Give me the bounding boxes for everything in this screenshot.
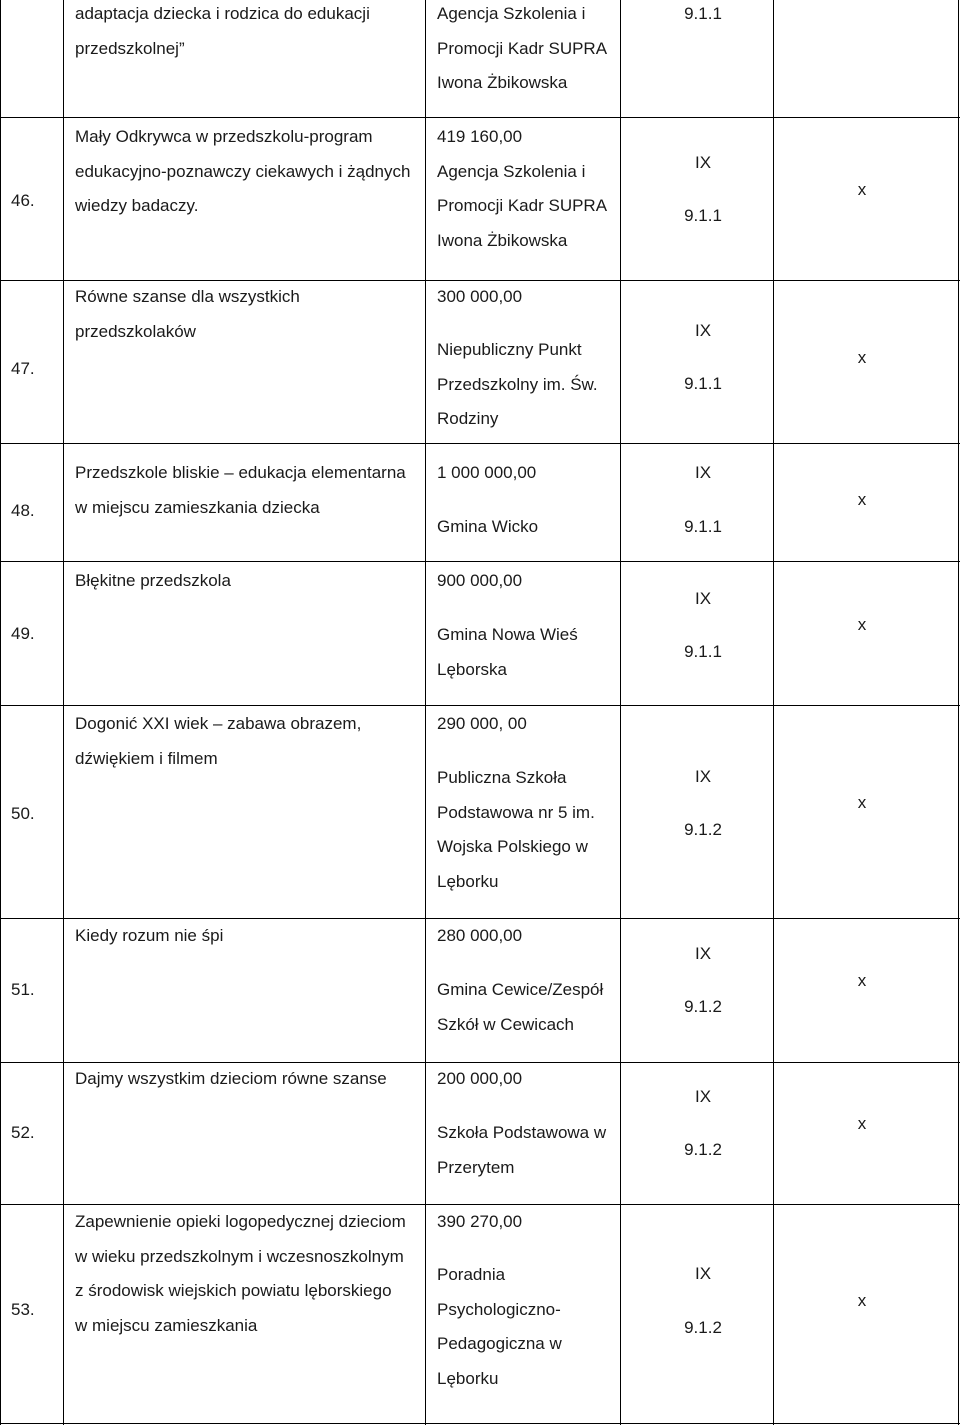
measure-code: 9.1.2	[684, 820, 722, 839]
grid-line	[0, 280, 960, 281]
project-title: adaptacja dziecka i rodzica do edukacji przedszkolnej”	[75, 4, 370, 58]
measure-code: 9.1.1	[684, 642, 722, 661]
project-title: Równe szanse dla wszystkich przedszkolaków	[75, 287, 300, 341]
priority-code: IX	[694, 1087, 712, 1106]
grid-line	[0, 1423, 960, 1424]
amount: 900 000,00	[437, 571, 523, 590]
grid-line	[0, 561, 960, 562]
institution: Gmina Wicko	[437, 517, 539, 536]
row-number: 53.	[11, 1300, 35, 1319]
amount: 1 000 000,00	[437, 463, 537, 482]
grid-line	[958, 0, 959, 1425]
grid-line	[0, 1062, 960, 1063]
amount: 280 000,00	[437, 926, 523, 945]
institution: Gmina Nowa Wieś Lęborska	[437, 625, 578, 679]
mark: x	[857, 1291, 867, 1310]
measure-code: 9.1.1	[684, 4, 722, 23]
grid-line	[63, 0, 64, 1425]
mark: x	[857, 971, 867, 990]
project-title: Błękitne przedszkola	[75, 571, 231, 590]
project-title: Mały Odkrywca w przedszkolu-program edukacyjno-poznawczy ciekawych i żądnych wiedzy badaczy.	[75, 127, 411, 215]
mark: x	[857, 793, 867, 812]
measure-code: 9.1.1	[684, 374, 722, 393]
row-number: 48.	[11, 501, 35, 520]
grid-line	[0, 117, 960, 118]
priority-code: IX	[694, 589, 712, 608]
project-title: Dajmy wszystkim dzieciom równe szanse	[75, 1069, 387, 1088]
institution: Publiczna Szkoła Podstawowa nr 5 im. Wojska Polskiego w Lęborku	[437, 768, 595, 891]
institution: Gmina Cewice/Zespół Szkół w Cewicach	[437, 980, 604, 1034]
mark: x	[857, 180, 867, 199]
row-number: 47.	[11, 359, 35, 378]
row-number: 52.	[11, 1123, 35, 1142]
priority-code: IX	[694, 1264, 712, 1283]
amount: 390 270,00	[437, 1212, 523, 1231]
project-title: Zapewnienie opieki logopedycznej dzieciom w wieku przedszkolnym i wczesnoszkolnym z środowisk wiejskich powiatu lęborskiego w miejscu zamieszkania	[75, 1212, 406, 1335]
row-number: 49.	[11, 624, 35, 643]
row-number: 50.	[11, 804, 35, 823]
grid-line	[425, 0, 426, 1425]
measure-code: 9.1.2	[684, 997, 722, 1016]
mark: x	[857, 1114, 867, 1133]
institution: Niepubliczny Punkt Przedszkolny im. Św. Rodziny	[437, 340, 598, 428]
priority-code: IX	[694, 767, 712, 786]
mark: x	[857, 348, 867, 367]
project-title: Kiedy rozum nie śpi	[75, 926, 224, 945]
grid-line	[0, 0, 1, 1425]
amount: 300 000,00	[437, 287, 523, 306]
measure-code: 9.1.1	[684, 206, 722, 225]
amount: 200 000,00	[437, 1069, 523, 1088]
measure-code: 9.1.1	[684, 517, 722, 536]
institution: Szkoła Podstawowa w Przerytem	[437, 1123, 607, 1177]
grid-line	[620, 0, 621, 1425]
project-title: Przedszkole bliskie – edukacja elementarna w miejscu zamieszkania dziecka	[75, 463, 406, 517]
amount: 290 000, 00	[437, 714, 527, 733]
row-number: 46.	[11, 191, 35, 210]
grid-line	[773, 0, 774, 1425]
row-number: 51.	[11, 980, 35, 999]
mark: x	[857, 490, 867, 509]
institution: Agencja Szkolenia i Promocji Kadr SUPRA Iwona Żbikowska	[437, 4, 608, 92]
priority-code: IX	[694, 944, 712, 963]
priority-code: IX	[694, 153, 712, 172]
institution: 419 160,00 Agencja Szkolenia i Promocji Kadr SUPRA Iwona Żbikowska	[437, 127, 608, 250]
institution: Poradnia Psychologiczno- Pedagogiczna w Lęborku	[437, 1265, 562, 1388]
grid-line	[0, 918, 960, 919]
project-title: Dogonić XXI wiek – zabawa obrazem, dźwiękiem i filmem	[75, 714, 362, 768]
mark: x	[857, 615, 867, 634]
grid-line	[0, 1204, 960, 1205]
grid-line	[0, 705, 960, 706]
measure-code: 9.1.2	[684, 1140, 722, 1159]
measure-code: 9.1.2	[684, 1318, 722, 1337]
priority-code: IX	[694, 463, 712, 482]
priority-code: IX	[694, 321, 712, 340]
